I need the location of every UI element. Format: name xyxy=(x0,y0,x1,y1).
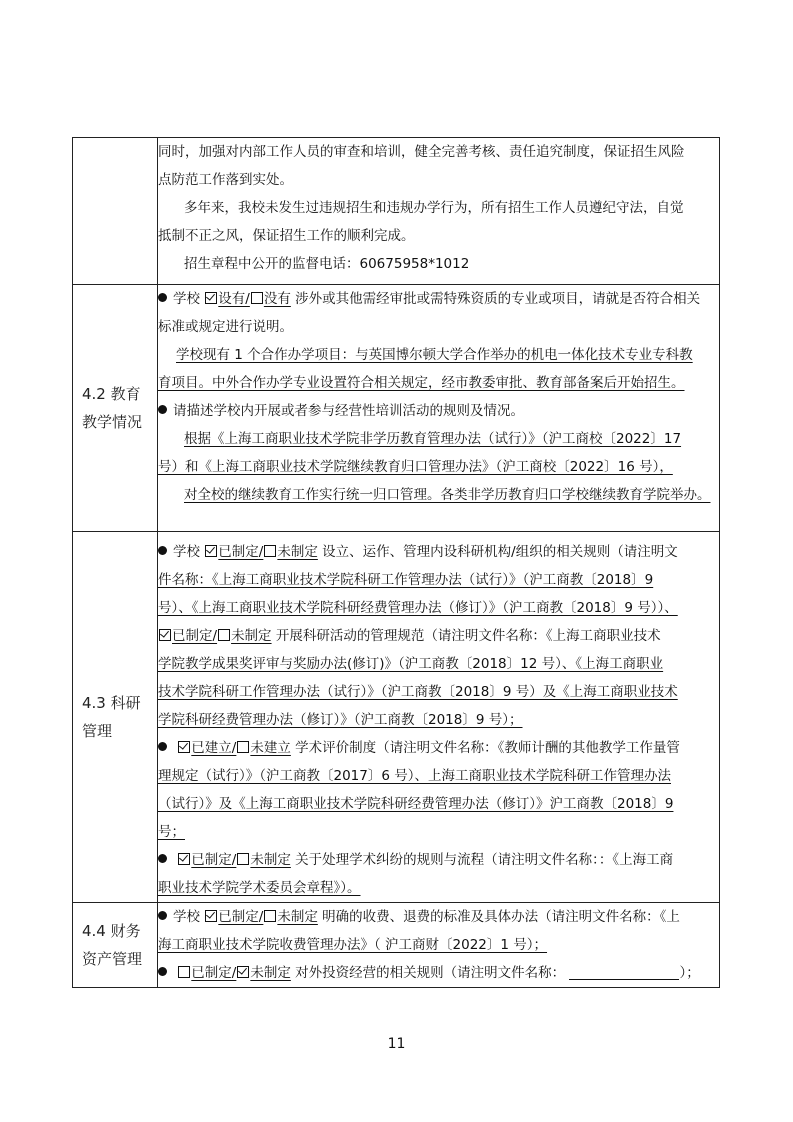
answer-line: 职业技术学院学术委员会章程》）。 xyxy=(158,880,361,896)
answer-line: 号； xyxy=(158,824,185,840)
answer-line: 学校现有 1 个合作办学项目：与英国博尔顿大学合作举办的机电一体化技术专业专科教 xyxy=(176,347,693,363)
bullet-item: 已制定/ 未制定 关于处理学术纠纷的规则与流程（请注明文件名称：：《上海工商 xyxy=(158,846,719,874)
page-number: 11 xyxy=(387,1036,406,1052)
bullet-icon xyxy=(158,293,167,302)
report-table xyxy=(72,137,720,988)
bullet-icon xyxy=(158,854,167,863)
text-line: 多年来，我校未发生过违规招生和违规办学行为，所有招生工作人员遵纪守法，自觉 xyxy=(184,200,684,216)
bullet-icon xyxy=(158,967,167,976)
answer-line: 号）和《上海工商职业技术学院继续教育归口管理办法》（沪工商校〔2022〕16 号）， xyxy=(158,459,673,475)
answer-line: 技术学院科研工作管理办法（试行）》（沪工商教〔2018〕9 号）及《上海工商职业技术 xyxy=(158,684,678,700)
option-line: 已制定/ 未制定 开展科研活动的管理规范（请注明文件名称：《上海工商职业技术 xyxy=(158,622,719,650)
row-4-3 xyxy=(73,532,720,903)
checkbox-icon[interactable] xyxy=(178,966,190,978)
row-admissions-continued xyxy=(73,138,720,285)
checkbox-icon[interactable] xyxy=(264,545,276,557)
bullet-item: 请描述学校内开展或者参与经营性培训活动的规则及情况。 xyxy=(158,397,719,425)
blank-fill-line[interactable] xyxy=(569,963,679,980)
admissions-text-cell xyxy=(158,138,720,285)
section-content-4-2 xyxy=(158,285,720,532)
answer-line: 学院教学成果奖评审与奖励办法(修订)》（沪工商教〔2018〕12 号）、《上海工商职业 xyxy=(158,656,664,672)
bullet-item: 已建立/ 未建立 学术评价制度（请注明文件名称：《教师计酬的其他教学工作量管 xyxy=(158,734,719,762)
row-4-4 xyxy=(73,903,720,988)
answer-line: 对全校的继续教育工作实行统一归口管理。各类非学历教育归口学校继续教育学院举办。 xyxy=(184,487,711,503)
section-label-4-2 xyxy=(73,285,158,532)
text-line: 同时，加强对内部工作人员的审查和培训，健全完善考核、责任追究制度，保证招生风险 xyxy=(158,144,685,160)
answer-line: 学院科研经费管理办法（修订）》（沪工商教〔2018〕9 号）； xyxy=(158,712,523,728)
section-content-4-4 xyxy=(158,903,720,988)
answer-line: 件名称：《上海工商职业技术学院科研工作管理办法（试行）》（沪工商教〔2018〕9 xyxy=(158,572,654,588)
checkbox-icon[interactable] xyxy=(264,910,276,922)
bullet-item: 已制定/ 未制定 对外投资经营的相关规则（请注明文件名称： ）； xyxy=(158,959,719,987)
checkbox-icon[interactable] xyxy=(237,741,249,753)
section-content-4-3 xyxy=(158,532,720,903)
answer-line: 海工商职业技术学院收费管理办法》（ 沪工商财〔2022〕1 号）； xyxy=(158,937,548,953)
text-line: 抵制不正之风，保证招生工作的顺利完成。 xyxy=(158,228,415,244)
checked-checkbox-icon[interactable] xyxy=(178,853,190,865)
bullet-icon xyxy=(158,405,167,414)
checked-checkbox-icon[interactable] xyxy=(205,545,217,557)
answer-line: 育项目。中外合作办学专业设置符合相关规定，经市教委审批、教育部备案后开始招生。 xyxy=(158,375,685,391)
checked-checkbox-icon[interactable] xyxy=(205,910,217,922)
row-4-2 xyxy=(73,285,720,532)
bullet-icon xyxy=(158,742,167,751)
text-line: 点防范工作落到实处。 xyxy=(158,172,293,188)
checked-checkbox-icon[interactable] xyxy=(178,741,190,753)
bullet-item: 学校 已制定/ 未制定 设立、运作、管理内设科研机构/组织的相关规则（请注明文 xyxy=(158,538,719,566)
empty-label-cell xyxy=(73,138,158,285)
checkbox-icon[interactable] xyxy=(218,629,230,641)
answer-line: 根据《上海工商职业技术学院非学历教育管理办法（试行）》（沪工商校〔2022〕17 xyxy=(184,431,682,447)
checkbox-icon[interactable] xyxy=(251,292,263,304)
bullet-item: 学校 设有/ 没有 涉外或其他需经审批或需特殊资质的专业或项目，请就是否符合相关 xyxy=(158,285,719,313)
text-line: 标准或规定进行说明。 xyxy=(158,319,293,335)
checked-checkbox-icon[interactable] xyxy=(205,292,217,304)
answer-line: 号）、《上海工商职业技术学院科研经费管理办法（修订）》（沪工商教〔2018〕9 号））、 xyxy=(158,600,678,616)
checkbox-icon[interactable] xyxy=(237,853,249,865)
section-label-text: 4.2 教育教学情况 xyxy=(82,385,143,431)
section-label-text: 4.3 科研管理 xyxy=(82,694,141,740)
checked-checkbox-icon[interactable] xyxy=(159,629,171,641)
bullet-item: 学校 已制定/ 未制定 明确的收费、退费的标准及具体办法（请注明文件名称：《上 xyxy=(158,903,719,931)
bullet-icon xyxy=(158,911,167,920)
answer-line: 理规定（试行）》（沪工商教〔2017〕6 号）、上海工商职业技术学院科研工作管理办法 xyxy=(158,768,671,784)
supervision-phone: 招生章程中公开的监督电话：60675958*1012 xyxy=(184,256,470,272)
section-label-4-3 xyxy=(73,532,158,903)
section-label-text: 4.4 财务资产管理 xyxy=(82,922,143,968)
section-label-4-4 xyxy=(73,903,158,988)
checked-checkbox-icon[interactable] xyxy=(237,966,249,978)
answer-line: （试行）》及《上海工商职业技术学院科研经费管理办法（修订）》沪工商教〔2018〕9 xyxy=(158,796,674,812)
bullet-icon xyxy=(158,546,167,555)
